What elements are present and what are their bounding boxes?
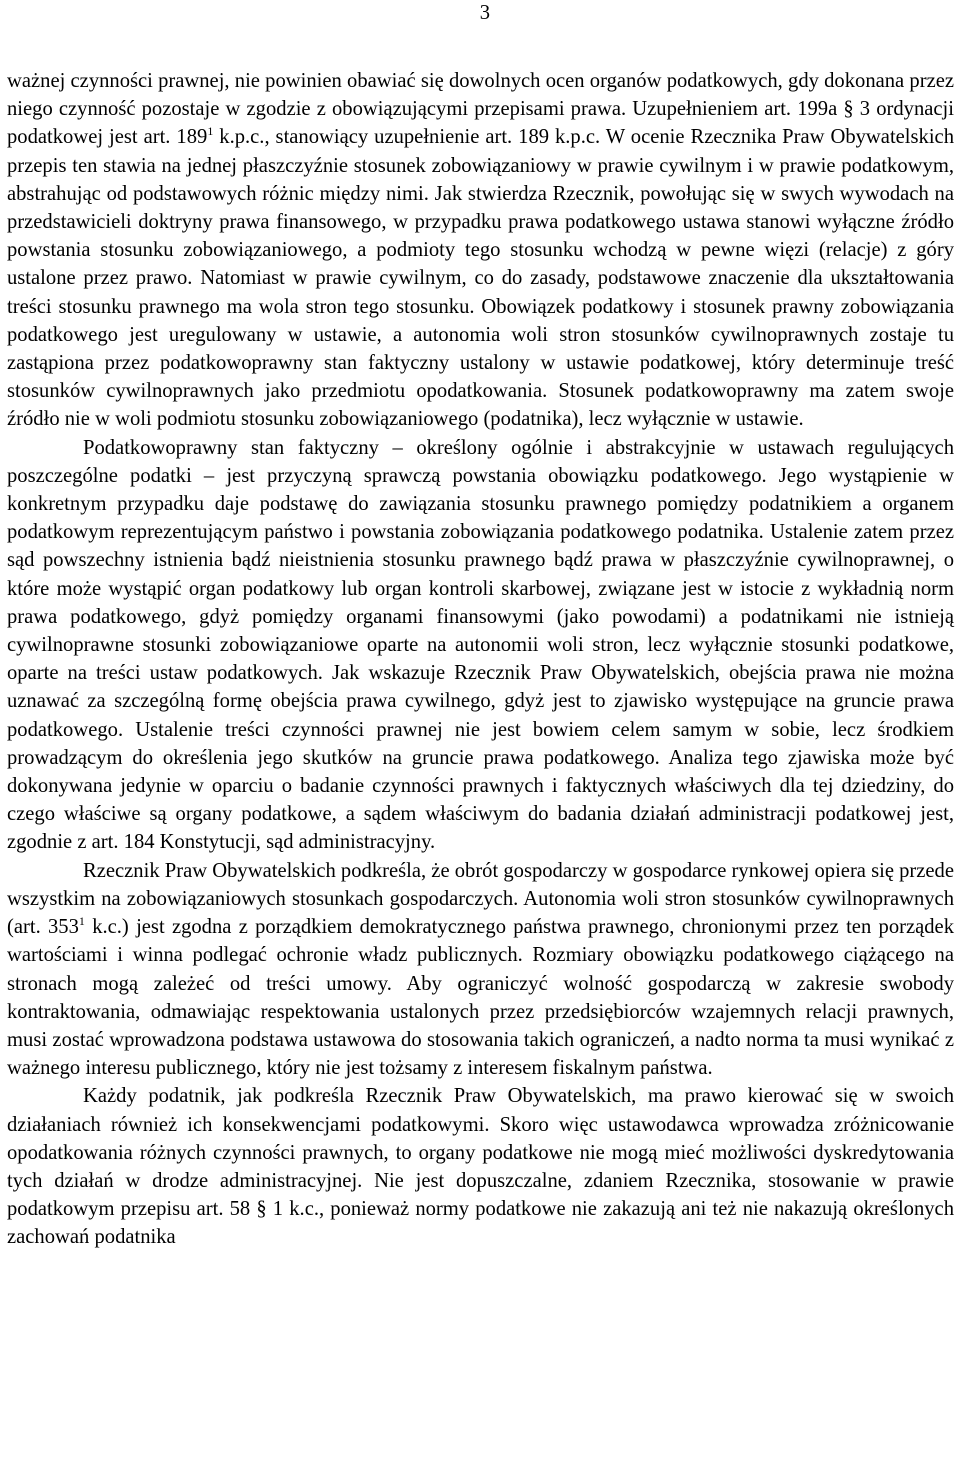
paragraph-4-text: Każdy podatnik, jak podkreśla Rzecznik Praw Obywatelskich, ma prawo kierować się w swoich działaniach również ich konsekwencjami podatkowymi. Skoro więc ustawodawca wprowadza zróżnicowanie opodatkowania różnych czynności prawnych, to organy podatkowe nie mogą mieć możliwości dyskredytowania tych działań w drodze administracyjnej. Nie jest dopuszczalne, zdaniem Rzecznika, stosowanie w prawie podatkowym przepisu art. 58 § 1 k.c., ponieważ normy podatkowe nie zakazują ani też nie nakazują określonych zachowań podatnika: [7, 1085, 954, 1249]
paragraph-3-text-b: k.c.) jest zgodna z porządkiem demokratycznego państwa prawnego, chronionymi przez ten porządek wartościami i winna podlegać ochronie władz publicznych. Rozmiary obowiązku podatkowego ciążącego na stronach mogą zależeć od treści umowy. Aby ograniczyć wolność gospodarczą w zakresie swobody kontraktowania, odmawiając respektowania ustalonych przez przedsiębiorców wzajemnych relacji prawnych, musi zostać wprowadzona podstawa ustawowa do stosowania takich ograniczeń, a nadto norma ta musi wynikać z ważnego interesu publicznego, który nie jest tożsamy z interesem fiskalnym państwa.: [7, 916, 954, 1080]
superscript-2: 1: [78, 914, 85, 929]
superscript-1: 1: [207, 124, 214, 139]
document-body: [7, 67, 954, 1252]
paragraph-2: [7, 434, 954, 857]
paragraph-3: [7, 857, 954, 1083]
paragraph-1-text-b: k.p.c., stanowiący uzupełnienie art. 189 k.p.c. W ocenie Rzecznika Praw Obywatelskich przepis ten stawia na jednej płaszczyźnie stosunek zobowiązaniowy w prawie cywilnym i w prawie podatkowym, abstrahując od podstawowych różnic między nimi. Jak stwierdza Rzecznik, powołując się w swych wywodach na przedstawicieli doktryny prawa finansowego, w przypadku prawa podatkowego ustawa stanowi wyłączne źródło powstania stosunku zobowiązaniowego, a podmioty tego stosunku wchodzą w pewne więzi (relacje) z góry ustalone przez prawo. Natomiast w prawie cywilnym, co do zasady, podstawowe znaczenie dla ukształtowania treści stosunku prawnego ma wola stron tego stosunku. Obowiązek podatkowy i stosunek prawny zobowiązania podatkowego jest uregulowany w ustawie, a autonomia woli stron stosunków cywilnoprawnych zostaje tu zastąpiona przez podatkowoprawny stan faktyczny ustalony w ustawie podatkowej, który determinuje treść stosunków cywilnoprawnych jako przedmiotu opodatkowania. Stosunek podatkowoprawny ma zatem swoje źródło nie w woli podmiotu stosunku zobowiązaniowego (podatnika), lecz wyłącznie w ustawie.: [7, 126, 954, 431]
paragraph-2-text: Podatkowoprawny stan faktyczny – określony ogólnie i abstrakcyjnie w ustawach regulujących poszczególne podatki – jest przyczyną sprawczą powstania obowiązku podatkowego. Jego wystąpienie w konkretnym przypadku daje podstawę do zawiązania stosunku prawnego pomiędzy podatnikiem a organem podatkowym reprezentującym państwo i powstania zobowiązania podatkowego podatnika. Ustalenie zatem przez sąd powszechny istnienia bądź nieistnienia stosunku prawnego bądź prawa w płaszczyźnie cywilnoprawnej, o które może wystąpić organ podatkowy lub organ kontroli skarbowej, związane jest w istocie z wykładnią norm prawa podatkowego, gdyż pomiędzy organami finansowymi (jako powodami) a podatnikami nie istnieją cywilnoprawne stosunki zobowiązaniowe oparte na autonomii woli stron, lecz wyłącznie stosunki podatkowe, oparte na treści ustaw podatkowych. Jak wskazuje Rzecznik Praw Obywatelskich, obejścia prawa nie można uznawać za szczególną formę obejścia prawa cywilnego, gdyż jest to zjawisko występujące na gruncie prawa podatkowego. Ustalenie treści czynności prawnej nie jest bowiem celem samym w sobie, lecz środkiem prowadzącym do określenia jego skutków na gruncie prawa podatkowego. Analiza tego zjawiska może być dokonywana jedynie w oparciu o badanie czynności prawnych i faktycznych właściwych dla tej dziedziny, do czego właściwe są organy podatkowe, a sądem właściwym do badania działań administracji podatkowej jest, zgodnie z art. 184 Konstytucji, sąd administracyjny.: [7, 436, 954, 854]
paragraph-1: [7, 67, 954, 434]
page-number: 3: [479, 2, 490, 24]
paragraph-3-text-a: Rzecznik Praw Obywatelskich podkreśla, że obrót gospodarczy w gospodarce rynkowej opiera się przede wszystkim na zobowiązaniowych stosunkach gospodarczych. Autonomia woli stron stosunków cywilnoprawnych (art. 353: [7, 859, 954, 939]
paragraph-1-text-a: ważnej czynności prawnej, nie powinien obawiać się dowolnych ocen organów podatkowych, gdy dokonana przez niego czynność pozostaje w zgodzie z obowiązującymi przepisami prawa. Uzupełnieniem art. 199a § 3 ordynacji podatkowej jest art. 189: [7, 70, 954, 149]
paragraph-4: [7, 1082, 954, 1251]
